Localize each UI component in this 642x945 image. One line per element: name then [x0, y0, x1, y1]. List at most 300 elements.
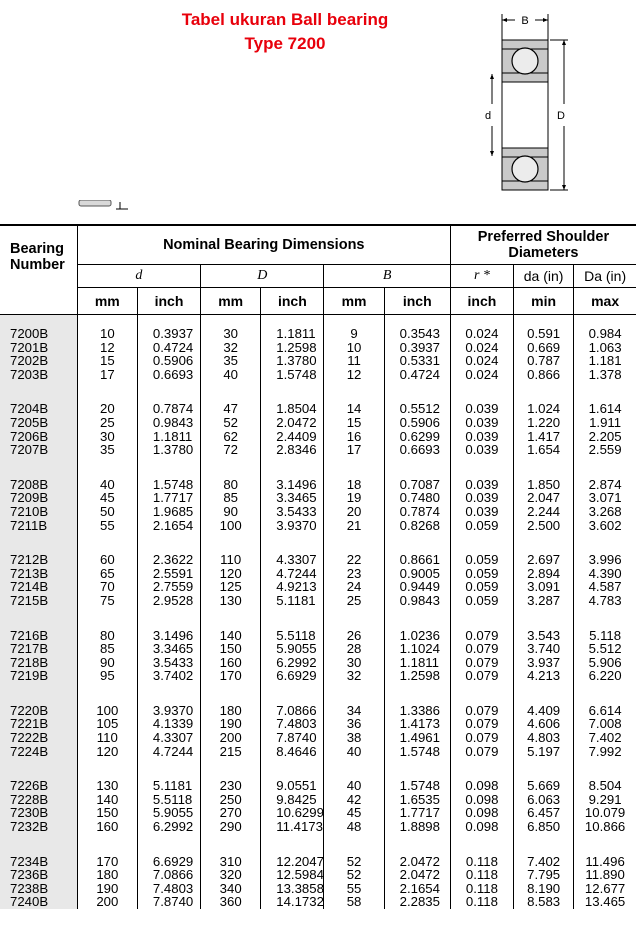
D-inch-cell: 2.4409 [261, 430, 324, 444]
D-mm-cell: 180 [201, 704, 261, 718]
B-inch-cell: 0.7480 [384, 491, 450, 505]
r-inch-cell: 0.039 [450, 430, 513, 444]
r-inch-cell: 0.098 [450, 793, 513, 807]
D-mm-cell: 140 [201, 629, 261, 643]
spacer-cell [514, 683, 574, 704]
B-mm-cell: 32 [324, 669, 384, 683]
bearing-number-cell: 7240B [0, 895, 77, 909]
bearing-number-cell: 7232B [0, 820, 77, 834]
Da-max-cell: 6.220 [588, 668, 622, 684]
B-mm-cell: 15 [324, 416, 384, 430]
bearing-number-cell: 7217B [0, 642, 77, 656]
spacer-cell [77, 758, 137, 779]
spacer-cell [324, 758, 384, 779]
D-inch-cell: 7.4803 [261, 717, 324, 731]
D-inch-cell: 5.5118 [261, 629, 324, 643]
table-row [0, 580, 636, 594]
d-mm-cell: 75 [77, 594, 137, 608]
B-inch-cell: 1.5748 [384, 745, 450, 759]
r-inch-cell: 0.039 [450, 505, 513, 519]
da-min-cell: 0.787 [514, 354, 574, 368]
B-inch-cell: 0.9843 [384, 594, 450, 608]
spacer-cell [450, 834, 513, 855]
bearing-number-cell: 7219B [0, 669, 77, 683]
d-inch-cell: 0.7874 [137, 402, 200, 416]
d-inch-cell: 4.3307 [137, 731, 200, 745]
bearing-number-cell: 7207B [0, 443, 77, 457]
table-row [0, 793, 636, 807]
table-row [0, 341, 636, 355]
D-mm-cell: 110 [201, 553, 261, 567]
B-inch-cell: 1.4961 [384, 731, 450, 745]
B-mm-cell: 18 [324, 478, 384, 492]
r-inch-cell: 0.079 [450, 656, 513, 670]
d-mm-cell: 180 [77, 868, 137, 882]
d-inch-cell: 7.8740 [137, 895, 200, 909]
r-inch-cell: 0.079 [450, 669, 513, 683]
D-mm-cell: 340 [201, 882, 261, 896]
unit-B-inch: inch [384, 288, 450, 315]
D-mm-cell: 47 [201, 402, 261, 416]
spacer-cell [137, 457, 200, 478]
spacer-cell [450, 758, 513, 779]
bearing-diagram [472, 12, 582, 197]
r-inch-cell: 0.098 [450, 806, 513, 820]
spacer-cell [450, 683, 513, 704]
page-title [150, 8, 420, 56]
spacer-cell [514, 834, 574, 855]
d-mm-cell: 110 [77, 731, 137, 745]
d-mm-cell: 20 [77, 402, 137, 416]
da-min-cell: 3.740 [514, 642, 574, 656]
D-mm-cell: 150 [201, 642, 261, 656]
da-min-cell: 2.894 [514, 567, 574, 581]
B-mm-cell: 25 [324, 594, 384, 608]
spacer-cell [384, 683, 450, 704]
da-min-cell: 4.803 [514, 731, 574, 745]
D-inch-cell: 10.6299 [261, 806, 324, 820]
spacer-cell [324, 834, 384, 855]
bearing-number-cell: 7213B [0, 567, 77, 581]
spacer-cell [0, 608, 77, 629]
da-min-cell: 5.197 [514, 745, 574, 759]
B-mm-cell: 45 [324, 806, 384, 820]
spacer-cell [574, 834, 636, 855]
B-inch-cell: 2.1654 [384, 882, 450, 896]
D-mm-cell: 230 [201, 779, 261, 793]
r-inch-cell: 0.059 [450, 553, 513, 567]
da-min-cell: 2.500 [514, 519, 574, 533]
d-mm-cell: 30 [77, 430, 137, 444]
bearing-number-cell: 7215B [0, 594, 77, 608]
spacer-cell [384, 758, 450, 779]
B-mm-cell: 42 [324, 793, 384, 807]
r-inch-cell: 0.079 [450, 731, 513, 745]
B-mm-cell: 52 [324, 868, 384, 882]
r-inch-cell: 0.024 [450, 341, 513, 355]
r-inch-cell: 0.059 [450, 594, 513, 608]
spacer-cell [384, 457, 450, 478]
spacer-cell [574, 758, 636, 779]
bearing-number-cell: 7230B [0, 806, 77, 820]
B-inch-cell: 1.1811 [384, 656, 450, 670]
bearing-number-cell: 7210B [0, 505, 77, 519]
bearing-number-cell: 7212B [0, 553, 77, 567]
B-mm-cell: 14 [324, 402, 384, 416]
da-min-cell: 2.244 [514, 505, 574, 519]
table-row [0, 656, 636, 670]
D-inch-cell: 7.0866 [261, 704, 324, 718]
B-inch-cell: 2.2835 [384, 895, 450, 909]
D-inch-cell: 14.1732 [261, 895, 324, 909]
B-mm-cell: 34 [324, 704, 384, 718]
d-inch-cell: 0.4724 [137, 341, 200, 355]
D-mm-cell: 80 [201, 478, 261, 492]
spacer-cell [261, 608, 324, 629]
bearing-number-cell: 7234B [0, 855, 77, 869]
d-mm-cell: 17 [77, 368, 137, 382]
da-min-cell: 5.669 [514, 779, 574, 793]
r-inch-cell: 0.039 [450, 402, 513, 416]
d-inch-cell: 0.6693 [137, 368, 200, 382]
d-mm-cell: 35 [77, 443, 137, 457]
Da-max-cell: 3.071 [588, 490, 622, 506]
d-inch-cell: 0.9843 [137, 416, 200, 430]
label-d: d [484, 110, 492, 122]
Da-max-cell: 5.118 [589, 627, 622, 643]
da-min-cell: 3.091 [514, 580, 574, 594]
table-row [0, 704, 636, 718]
D-mm-cell: 30 [201, 315, 261, 341]
d-mm-cell: 150 [77, 806, 137, 820]
spacer-cell [0, 834, 77, 855]
da-min-cell: 3.287 [514, 594, 574, 608]
B-inch-cell: 0.6693 [384, 443, 450, 457]
da-min-cell: 8.583 [514, 895, 574, 909]
D-mm-cell: 90 [201, 505, 261, 519]
B-inch-cell: 0.9449 [384, 580, 450, 594]
B-mm-cell: 52 [324, 855, 384, 869]
unit-D-mm: mm [201, 288, 261, 315]
da-min-cell: 8.190 [514, 882, 574, 896]
B-mm-cell: 55 [324, 882, 384, 896]
Da-max-cell: 10.079 [584, 805, 626, 821]
spacer-cell [201, 381, 261, 402]
bearing-table [0, 224, 636, 909]
B-inch-cell: 0.8661 [384, 553, 450, 567]
header-bearing-number: Bearing Number [0, 225, 77, 288]
spacer-cell [574, 683, 636, 704]
D-inch-cell: 3.5433 [261, 505, 324, 519]
spacer-cell [574, 457, 636, 478]
d-mm-cell: 50 [77, 505, 137, 519]
B-mm-cell: 36 [324, 717, 384, 731]
r-inch-cell: 0.079 [450, 642, 513, 656]
B-mm-cell: 21 [324, 519, 384, 533]
bearing-number-cell: 7206B [0, 430, 77, 444]
d-mm-cell: 15 [77, 354, 137, 368]
B-inch-cell: 0.6299 [384, 430, 450, 444]
B-inch-cell: 2.0472 [384, 868, 450, 882]
title-line-1: Tabel ukuran Ball bearing [181, 10, 389, 29]
da-min-cell: 2.697 [514, 553, 574, 567]
D-mm-cell: 52 [201, 416, 261, 430]
r-inch-cell: 0.024 [450, 354, 513, 368]
D-mm-cell: 290 [201, 820, 261, 834]
d-mm-cell: 80 [77, 629, 137, 643]
D-mm-cell: 130 [201, 594, 261, 608]
d-mm-cell: 100 [77, 704, 137, 718]
header-B: B [324, 265, 450, 288]
spacer-cell [514, 758, 574, 779]
d-inch-cell: 3.3465 [137, 642, 200, 656]
group-spacer [0, 532, 636, 553]
D-mm-cell: 200 [201, 731, 261, 745]
Da-max-cell: 11.890 [585, 867, 625, 883]
Da-max-cell: 1.911 [589, 414, 622, 430]
D-mm-cell: 62 [201, 430, 261, 444]
d-inch-cell: 3.9370 [137, 704, 200, 718]
unit-da-min: min [514, 288, 574, 315]
table-row [0, 629, 636, 643]
B-inch-cell: 0.3937 [384, 341, 450, 355]
bearing-number-cell: 7203B [0, 368, 77, 382]
d-inch-cell: 4.7244 [137, 745, 200, 759]
da-min-cell: 4.213 [514, 669, 574, 683]
d-mm-cell: 160 [77, 820, 137, 834]
bearing-number-cell: 7238B [0, 882, 77, 896]
D-inch-cell: 12.5984 [261, 868, 324, 882]
spacer-cell [77, 608, 137, 629]
D-inch-cell: 13.3858 [261, 882, 324, 896]
spacer-cell [450, 608, 513, 629]
Da-max-cell: 4.783 [588, 592, 622, 608]
d-inch-cell: 1.7717 [137, 491, 200, 505]
header-D: D [201, 265, 324, 288]
da-min-cell: 0.866 [514, 368, 574, 382]
B-inch-cell: 0.5331 [384, 354, 450, 368]
B-mm-cell: 48 [324, 820, 384, 834]
D-inch-cell: 8.4646 [261, 745, 324, 759]
spacer-cell [574, 381, 636, 402]
B-mm-cell: 38 [324, 731, 384, 745]
label-B: B [521, 15, 529, 27]
D-mm-cell: 190 [201, 717, 261, 731]
D-inch-cell: 3.1496 [261, 478, 324, 492]
table-row [0, 553, 636, 567]
D-inch-cell: 6.6929 [261, 669, 324, 683]
Da-max-cell: 1.614 [588, 401, 622, 417]
label-D: D [557, 110, 565, 122]
da-min-cell: 2.047 [514, 491, 574, 505]
da-min-cell: 0.669 [514, 341, 574, 355]
D-inch-cell: 9.0551 [261, 779, 324, 793]
spacer-cell [137, 532, 200, 553]
d-mm-cell: 190 [77, 882, 137, 896]
D-mm-cell: 85 [201, 491, 261, 505]
D-mm-cell: 160 [201, 656, 261, 670]
bearing-number-cell: 7216B [0, 629, 77, 643]
d-inch-cell: 2.9528 [137, 594, 200, 608]
table-row [0, 895, 636, 909]
Da-max-cell: 2.559 [588, 442, 622, 458]
r-inch-cell: 0.079 [450, 717, 513, 731]
bearing-number-cell: 7236B [0, 868, 77, 882]
da-min-cell: 3.543 [514, 629, 574, 643]
r-inch-cell: 0.098 [450, 779, 513, 793]
bearing-number-cell: 7204B [0, 402, 77, 416]
d-inch-cell: 2.3622 [137, 553, 200, 567]
group-spacer [0, 608, 636, 629]
Da-max-cell: 1.181 [588, 353, 622, 369]
Da-max-cell: 9.291 [588, 791, 622, 807]
d-mm-cell: 55 [77, 519, 137, 533]
bearing-number-cell: 7226B [0, 779, 77, 793]
group-spacer [0, 457, 636, 478]
B-mm-cell: 11 [324, 354, 384, 368]
B-mm-cell: 22 [324, 553, 384, 567]
spacer-cell [77, 457, 137, 478]
spacer-cell [324, 683, 384, 704]
D-inch-cell: 1.5748 [261, 368, 324, 382]
spacer-cell [514, 608, 574, 629]
spacer-cell [514, 457, 574, 478]
table-row [0, 669, 636, 683]
d-inch-cell: 4.1339 [137, 717, 200, 731]
Da-max-cell: 0.984 [588, 326, 622, 341]
spacer-cell [137, 834, 200, 855]
da-min-cell: 4.606 [514, 717, 574, 731]
d-inch-cell: 3.5433 [137, 656, 200, 670]
D-mm-cell: 215 [201, 745, 261, 759]
group-spacer [0, 834, 636, 855]
table-row [0, 505, 636, 519]
d-inch-cell: 7.0866 [137, 868, 200, 882]
D-inch-cell: 4.7244 [261, 567, 324, 581]
B-inch-cell: 0.5512 [384, 402, 450, 416]
group-spacer [0, 381, 636, 402]
d-mm-cell: 90 [77, 656, 137, 670]
Da-max-cell: 5.906 [588, 654, 622, 670]
spacer-cell [574, 608, 636, 629]
title-line-2: Type 7200 [244, 34, 326, 53]
D-inch-cell: 2.0472 [261, 416, 324, 430]
B-mm-cell: 16 [324, 430, 384, 444]
D-inch-cell: 4.9213 [261, 580, 324, 594]
spacer-cell [324, 381, 384, 402]
r-inch-cell: 0.118 [450, 868, 513, 882]
bearing-number-cell: 7200B [0, 315, 77, 341]
r-inch-cell: 0.059 [450, 519, 513, 533]
B-mm-cell: 58 [324, 895, 384, 909]
da-min-cell: 6.850 [514, 820, 574, 834]
d-mm-cell: 40 [77, 478, 137, 492]
d-inch-cell: 2.5591 [137, 567, 200, 581]
da-min-cell: 4.409 [514, 704, 574, 718]
r-inch-cell: 0.118 [450, 895, 513, 909]
spacer-cell [77, 381, 137, 402]
Da-max-cell: 7.008 [588, 716, 622, 732]
r-inch-cell: 0.098 [450, 820, 513, 834]
r-inch-cell: 0.024 [450, 315, 513, 341]
bearing-number-cell: 7214B [0, 580, 77, 594]
D-mm-cell: 32 [201, 341, 261, 355]
spacer-cell [384, 608, 450, 629]
header-r: r * [450, 265, 513, 288]
d-inch-cell: 5.9055 [137, 806, 200, 820]
d-inch-cell: 0.3937 [137, 315, 200, 341]
B-inch-cell: 0.7087 [384, 478, 450, 492]
da-min-cell: 7.795 [514, 868, 574, 882]
Da-max-cell: 2.205 [588, 428, 622, 444]
D-mm-cell: 360 [201, 895, 261, 909]
d-inch-cell: 2.7559 [137, 580, 200, 594]
d-inch-cell: 2.1654 [137, 519, 200, 533]
spacer-cell [261, 834, 324, 855]
table-row [0, 443, 636, 457]
bearing-number-cell: 7202B [0, 354, 77, 368]
da-min-cell: 0.591 [514, 315, 574, 341]
B-mm-cell: 30 [324, 656, 384, 670]
Da-max-cell: 4.390 [588, 565, 622, 581]
Da-max-cell: 3.268 [588, 503, 622, 519]
header-d: d [77, 265, 200, 288]
r-inch-cell: 0.079 [450, 745, 513, 759]
da-min-cell: 6.457 [514, 806, 574, 820]
unit-Da-max: max [574, 288, 636, 315]
Da-max-cell: 10.866 [584, 819, 626, 835]
D-inch-cell: 1.2598 [261, 341, 324, 355]
B-mm-cell: 28 [324, 642, 384, 656]
D-mm-cell: 72 [201, 443, 261, 457]
D-mm-cell: 125 [201, 580, 261, 594]
B-inch-cell: 1.8898 [384, 820, 450, 834]
spacer-cell [0, 457, 77, 478]
Da-max-cell: 3.602 [588, 517, 622, 533]
table-row [0, 779, 636, 793]
unit-D-inch: inch [261, 288, 324, 315]
spacer-cell [450, 532, 513, 553]
B-inch-cell: 1.6535 [384, 793, 450, 807]
Da-max-cell: 7.992 [588, 743, 622, 759]
B-mm-cell: 10 [324, 341, 384, 355]
unit-d-inch: inch [137, 288, 200, 315]
spacer-cell [0, 683, 77, 704]
Da-max-cell: 11.496 [585, 853, 625, 869]
D-inch-cell: 2.8346 [261, 443, 324, 457]
Da-max-cell: 12.677 [584, 880, 626, 896]
spacer-cell [261, 683, 324, 704]
spacer-cell [137, 683, 200, 704]
B-mm-cell: 40 [324, 745, 384, 759]
d-mm-cell: 10 [77, 315, 137, 341]
d-mm-cell: 105 [77, 717, 137, 731]
D-inch-cell: 9.8425 [261, 793, 324, 807]
spacer-cell [201, 457, 261, 478]
d-inch-cell: 3.1496 [137, 629, 200, 643]
d-mm-cell: 140 [77, 793, 137, 807]
spacer-cell [514, 381, 574, 402]
spacer-cell [384, 381, 450, 402]
bearing-number-cell: 7228B [0, 793, 77, 807]
table-row [0, 820, 636, 834]
spacer-cell [137, 608, 200, 629]
B-inch-cell: 0.8268 [384, 519, 450, 533]
B-mm-cell: 20 [324, 505, 384, 519]
bearing-number-cell: 7209B [0, 491, 77, 505]
D-inch-cell: 12.2047 [261, 855, 324, 869]
Da-max-cell: 4.587 [588, 579, 622, 595]
